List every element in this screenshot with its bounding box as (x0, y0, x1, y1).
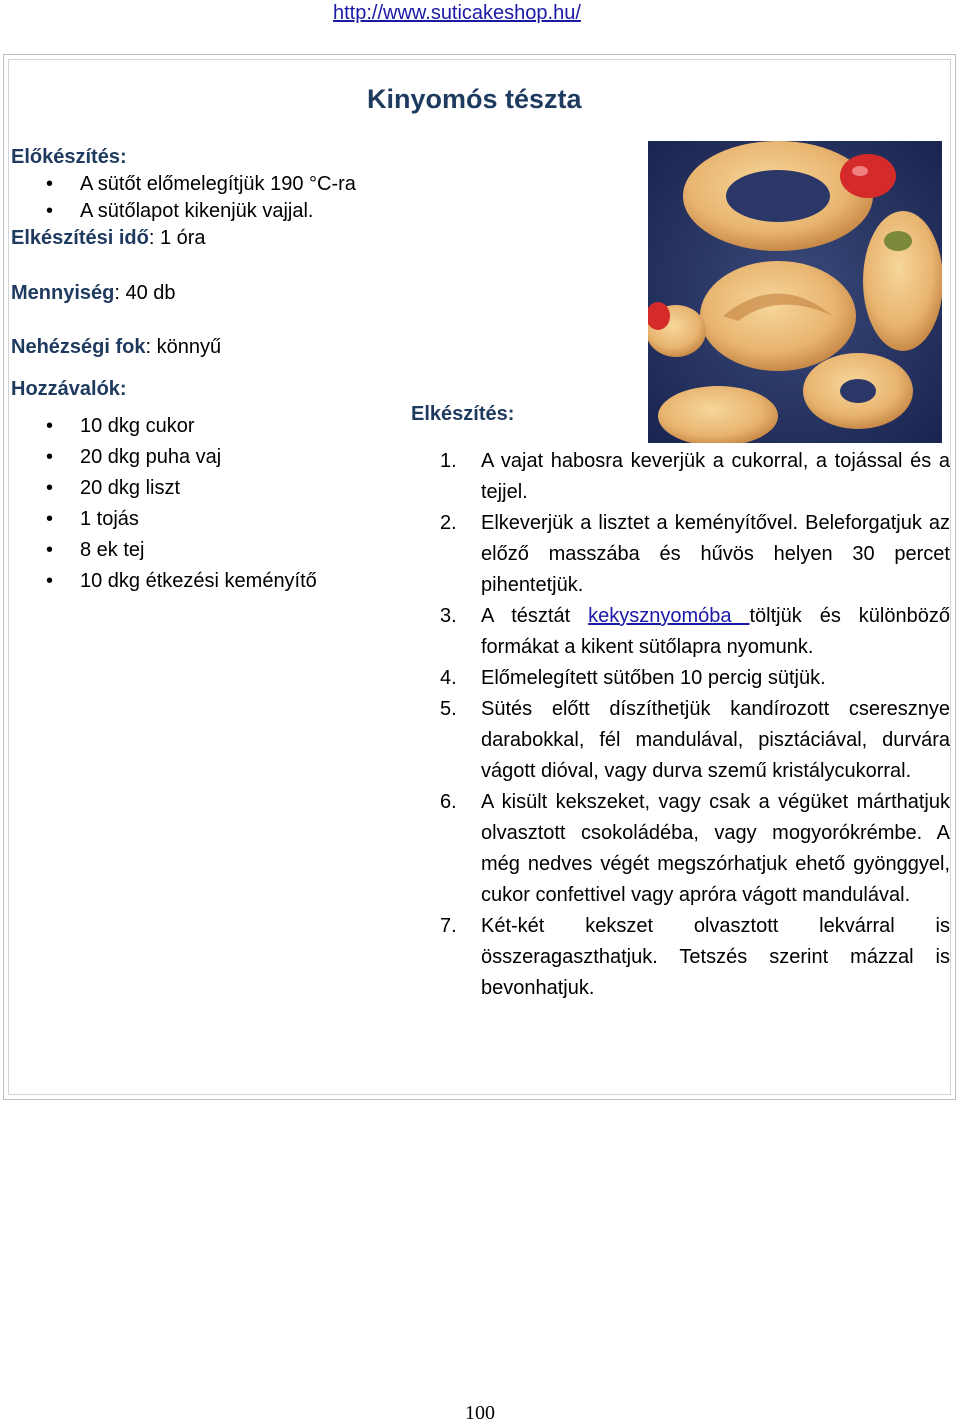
ingredient-item: • 20 dkg liszt (11, 473, 391, 504)
step-text: Két-két kekszet olvasztott lekvárral is összeragaszthatjuk. Tetszés szerint mázzal is bevonhatjuk. (481, 915, 950, 999)
cookie-press-link[interactable]: kekysznyomóba (588, 605, 750, 627)
ingredients-heading: Hozzávalók: (11, 378, 127, 400)
difficulty-row (11, 334, 391, 361)
site-link[interactable]: http://www.suticakeshop.hu/ (333, 2, 581, 24)
ingredient-item: • 1 tojás (11, 504, 391, 535)
step-text-before: A tésztát (481, 605, 589, 627)
ingredient-item: • 8 ek tej (11, 535, 391, 566)
method-step (440, 663, 950, 694)
preparation-heading: Előkészítés: (11, 146, 127, 168)
step-number: 6. (440, 791, 457, 813)
page-number: 100 (465, 1402, 495, 1424)
method-heading: Elkészítés: (411, 403, 515, 425)
difficulty-value: : könnyű (145, 336, 222, 358)
method-step (440, 911, 950, 1004)
prep-time-label: Elkészítési idő (11, 227, 149, 249)
ingredient-item: • 10 dkg cukor (11, 411, 391, 442)
step-number: 4. (440, 667, 457, 689)
preparation-list (11, 171, 391, 225)
step-number: 7. (440, 915, 457, 937)
step-number: 5. (440, 698, 457, 720)
method-step (440, 446, 950, 508)
quantity-label: Mennyiség (11, 282, 115, 304)
recipe-info-column (11, 144, 391, 597)
step-number: 2. (440, 512, 457, 534)
method-step (440, 694, 950, 787)
step-text-after: töltjük és különböző formákat a kikent sütőlapra nyomunk. (481, 605, 950, 658)
prep-time-row (11, 225, 391, 252)
difficulty-label: Nehézségi fok (11, 336, 146, 358)
ingredient-item: • 20 dkg puha vaj (11, 442, 391, 473)
step-text: A vajat habosra keverjük a cukorral, a tojással és a tejjel. (481, 450, 950, 503)
preparation-item: • A sütőlapot kikenjük vajjal. (11, 198, 391, 225)
step-number: 1. (440, 450, 457, 472)
method-step (440, 787, 950, 911)
ingredient-item: • 10 dkg étkezési keményítő (11, 566, 391, 597)
step-text: Sütés előtt díszíthetjük kandírozott cseresznye darabokkal, fél mandulával, pisztáciával, durvára vágott dióval, vagy durva szemű kristálycukorral. (481, 698, 950, 782)
step-text: Elkeverjük a lisztet a keményítővel. Beleforgatjuk az előző masszába és hűvös helyen 30 percet pihentetjük. (481, 512, 950, 596)
method-step (440, 601, 950, 663)
quantity-value: : 40 db (114, 282, 176, 304)
ingredients-list (11, 411, 391, 597)
preparation-item: • A sütőt előmelegítjük 190 °C-ra (11, 171, 400, 198)
method-steps-list (440, 446, 950, 1004)
prep-time-value: : 1 óra (148, 227, 206, 249)
step-number: 3. (440, 605, 457, 627)
recipe-title: Kinyomós tészta (367, 84, 582, 114)
step-text: Előmelegített sütőben 10 percig sütjük. (481, 667, 826, 689)
cookie-photo (648, 141, 942, 443)
step-text: A kisült kekszeket, vagy csak a végüket márthatjuk olvasztott csokoládéba, vagy mogyorókrémbe. A még nedves végét megszórhatjuk ehető gyönggyel, cukor confettivel vagy apróra vágott mandulával. (481, 791, 950, 906)
quantity-row (11, 280, 391, 307)
method-step (440, 508, 950, 601)
